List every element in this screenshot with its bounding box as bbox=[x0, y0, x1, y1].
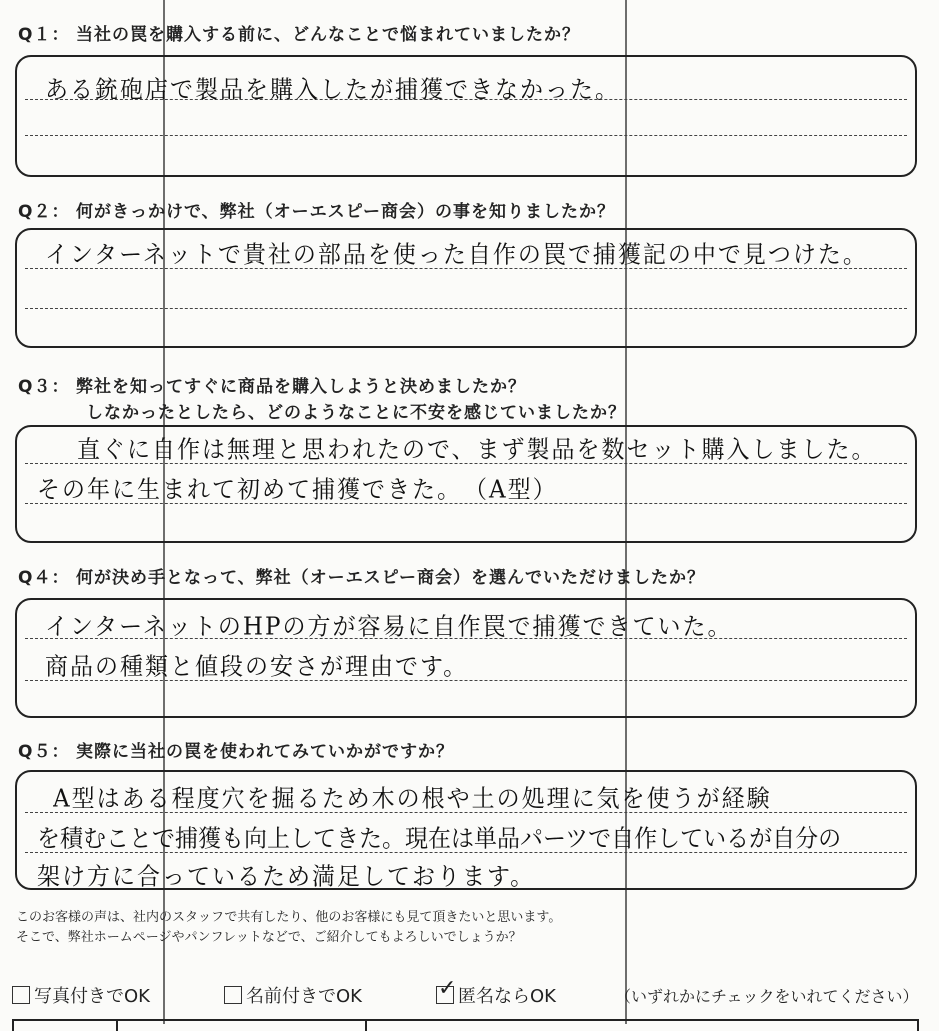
table-divider bbox=[365, 1021, 367, 1031]
consent-checkbox-row bbox=[12, 976, 932, 1008]
handwritten-answer: インターネットのHPの方が容易に自作罠で捕獲できていた。 bbox=[45, 613, 733, 641]
checkbox-name-ok[interactable] bbox=[224, 982, 362, 1008]
answer-box-3 bbox=[15, 425, 917, 543]
answer-box-5 bbox=[15, 770, 917, 890]
question-3-line2: しなかったとしたら、どのようなことに不安を感じていましたか？ bbox=[86, 403, 626, 423]
table-divider bbox=[116, 1021, 118, 1031]
bottom-table-edge bbox=[12, 1019, 919, 1031]
table-divider bbox=[917, 1021, 919, 1031]
question-2 bbox=[18, 197, 615, 222]
checkbox-label: 匿名ならOK bbox=[458, 986, 556, 1007]
checkbox-icon[interactable] bbox=[12, 986, 30, 1004]
checkbox-instruction: （いずれかにチェックをいれてください） bbox=[615, 987, 919, 1006]
question-text: 弊社を知ってすぐに商品を購入しようと決めましたか？ bbox=[76, 377, 526, 397]
answer-box-1 bbox=[15, 55, 917, 177]
question-text: 何が決め手となって、弊社（オーエスピー商会）を選んでいただけましたか？ bbox=[76, 568, 705, 588]
handwritten-answer: A型はある程度穴を掘るため木の根や土の処理に気を使うが経験 bbox=[53, 785, 772, 813]
check-mark-icon: ✓ bbox=[438, 976, 457, 1001]
answer-box-2 bbox=[15, 228, 917, 348]
handwritten-answer: インターネットで貴社の部品を使った自作の罠で捕獲記の中で見つけた。 bbox=[45, 241, 868, 269]
checkbox-photo-ok[interactable] bbox=[12, 982, 150, 1008]
handwritten-answer: を積むことで捕獲も向上してきた。現在は単品パーツで自作しているが自分の bbox=[37, 825, 842, 853]
question-number: Q３： bbox=[18, 377, 70, 397]
question-text: 当社の罠を購入する前に、どんなことで悩まれていましたか？ bbox=[76, 25, 580, 45]
question-number: Q５： bbox=[18, 742, 70, 762]
consent-notice-line1: このお客様の声は、社内のスタッフで共有したり、他のお客様にも見て頂きたいと思います。 bbox=[16, 910, 562, 925]
checkbox-label: 写真付きでOK bbox=[34, 986, 150, 1007]
handwritten-answer: ある銃砲店で製品を購入したが捕獲できなかった。 bbox=[45, 76, 620, 104]
answer-box-4 bbox=[15, 598, 917, 718]
question-text: 何がきっかけで、弊社（オーエスピー商会）の事を知りましたか？ bbox=[76, 202, 615, 222]
handwritten-answer: 商品の種類と値段の安さが理由です。 bbox=[45, 653, 469, 681]
question-5 bbox=[18, 737, 454, 762]
ruled-line bbox=[25, 135, 907, 136]
question-3 bbox=[18, 372, 526, 397]
question-4 bbox=[18, 563, 705, 588]
question-number: Q１： bbox=[18, 25, 70, 45]
consent-notice-line2: そこで、弊社ホームページやパンフレットなどで、ご紹介してもよろしいでしょうか？ bbox=[16, 930, 522, 945]
checkbox-anonymous-ok[interactable] bbox=[436, 976, 556, 1008]
question-1 bbox=[18, 20, 580, 45]
checkbox-label: 名前付きでOK bbox=[246, 986, 362, 1007]
question-number: Q２： bbox=[18, 202, 70, 222]
question-text: 実際に当社の罠を使われてみていかがですか？ bbox=[76, 742, 454, 762]
checkbox-icon[interactable] bbox=[436, 976, 457, 1004]
question-number: Q４： bbox=[18, 568, 70, 588]
ruled-line bbox=[25, 308, 907, 309]
checkbox-icon[interactable] bbox=[224, 986, 242, 1004]
table-divider bbox=[12, 1021, 14, 1031]
handwritten-answer: その年に生まれて初めて捕獲できた。 （A型） bbox=[37, 476, 558, 504]
handwritten-answer: 架け方に合っているため満足しております。 bbox=[37, 863, 536, 891]
handwritten-answer: 直ぐに自作は無理と思われたので、まず製品を数セット購入しました。 bbox=[77, 436, 877, 464]
